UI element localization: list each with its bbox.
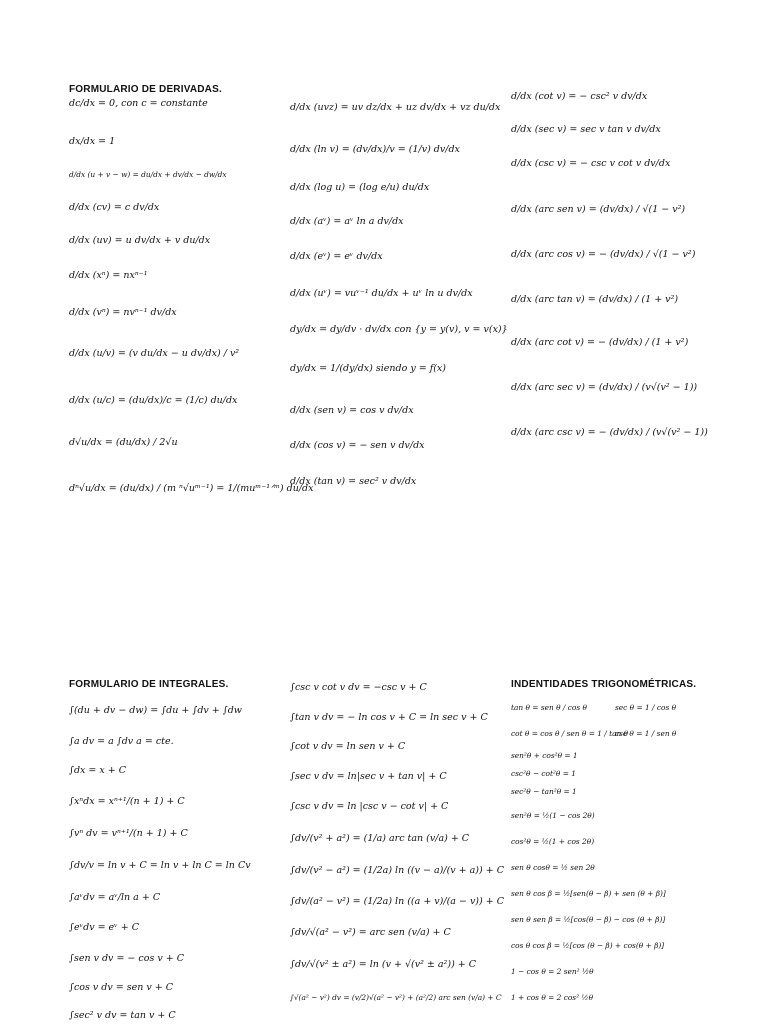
formula: ∫cot v dv = ln sen v + C xyxy=(290,741,406,752)
derivatives-column-1 xyxy=(69,84,279,99)
formula: ∫sen v dv = − cos v + C xyxy=(69,953,184,964)
formula: tan θ = sen θ / cos θ xyxy=(511,703,587,712)
formula: d/dx (sec v) = sec v tan v dv/dx xyxy=(511,124,661,135)
formula: d/dx (u + v − w) = du/dx + dv/dx − dw/dx xyxy=(69,170,227,179)
formula: cos θ cos β = ½[cos (θ − β) + cos(θ + β)] xyxy=(511,941,665,950)
formula: d/dx (u/c) = (du/dx)/c = (1/c) du/dx xyxy=(69,395,238,406)
formula: dy/dx = dy/dv · dv/dx con {y = y(v), v = v(x)} xyxy=(290,324,508,335)
formula: d/dx (arc tan v) = (dv/dx) / (1 + v²) xyxy=(511,294,679,305)
formula: ∫csc v cot v dv = −csc v + C xyxy=(290,682,427,693)
formula: d/dx (vⁿ) = nvⁿ⁻¹ dv/dx xyxy=(69,307,177,318)
formula: d/dx (tan v) = sec² v dv/dx xyxy=(290,476,417,487)
trig-identities-column xyxy=(511,679,741,694)
formula: sec²θ − tan²θ = 1 xyxy=(511,787,577,796)
formula: ∫dv/(v² − a²) = (1/2a) ln ((v − a)/(v + a)) + C xyxy=(290,865,504,876)
formula: ∫dv/√(v² ± a²) = ln (v + √(v² ± a²)) + C xyxy=(290,959,477,970)
formula: d/dx (cot v) = − csc² v dv/dx xyxy=(511,91,648,102)
formula: ∫dv/(v² + a²) = (1/a) arc tan (v/a) + C xyxy=(290,833,470,844)
formula: dc/dx = 0, con c = constante xyxy=(69,98,208,109)
formula: sen²θ + cos²θ = 1 xyxy=(511,751,578,760)
formula: d/dx (cos v) = − sen v dv/dx xyxy=(290,440,425,451)
formula: cot θ = cos θ / sen θ = 1 / tan θ xyxy=(511,729,629,738)
formula: sen²θ = ½(1 − cos 2θ) xyxy=(511,811,595,820)
formula: d/dx (arc csc v) = − (dv/dx) / (v√(v² − 1)) xyxy=(511,427,708,438)
formula: 1 − cos θ = 2 sen² ½θ xyxy=(511,967,594,976)
formula: d/dx (sen v) = cos v dv/dx xyxy=(290,405,414,416)
trig-identities-title: INDENTIDADES TRIGONOMÉTRICAS. xyxy=(511,679,697,690)
formula: dx/dx = 1 xyxy=(69,136,116,147)
formula: ∫(du + dv − dw) = ∫du + ∫dv + ∫dw xyxy=(69,705,242,716)
formula: d/dx (aᵛ) = aᵛ ln a dv/dx xyxy=(290,216,404,227)
formula: sen θ cosθ = ½ sen 2θ xyxy=(511,863,595,872)
formula: d/dx (xⁿ) = nxⁿ⁻¹ xyxy=(69,270,148,281)
formula: ∫eᵛdv = eᵛ + C xyxy=(69,922,139,933)
formula: ∫tan v dv = − ln cos v + C = ln sec v + C xyxy=(290,712,488,723)
formula: d/dx (uvz) = uv dz/dx + uz dv/dx + vz du/dx xyxy=(290,102,501,113)
integrals-column-1 xyxy=(69,679,279,694)
formula: csc²θ − cot²θ = 1 xyxy=(511,769,576,778)
formula: d/dx (csc v) = − csc v cot v dv/dx xyxy=(511,158,671,169)
formula: d/dx (eᵛ) = eᵛ dv/dx xyxy=(290,251,383,262)
derivatives-title: FORMULARIO DE DERIVADAS. xyxy=(69,84,222,95)
formula: ∫dv/v = ln v + C = ln v + ln C = ln Cv xyxy=(69,860,251,871)
formula: ∫dx = x + C xyxy=(69,765,127,776)
formula: ∫dv/√(a² − v²) = arc sen (v/a) + C xyxy=(290,927,451,938)
formula: dy/dx = 1/(dy/dx) siendo y = f(x) xyxy=(290,363,446,374)
integrals-title: FORMULARIO DE INTEGRALES. xyxy=(69,679,229,690)
formula: sen θ cos β = ½[sen(θ − β) + sen (θ + β)] xyxy=(511,889,666,898)
formula: d/dx (arc cos v) = − (dv/dx) / √(1 − v²) xyxy=(511,249,696,260)
formula: d/dx (cv) = c dv/dx xyxy=(69,202,160,213)
formula: sen θ sen β = ½[cos(θ − β) − cos (θ + β)] xyxy=(511,915,666,924)
formula: ∫sec v dv = ln|sec v + tan v| + C xyxy=(290,771,447,782)
formula: d/dx (uᵛ) = vuᵛ⁻¹ du/dx + uᵛ ln u dv/dx xyxy=(290,288,473,299)
formula: d/dx (log u) = (log e/u) du/dx xyxy=(290,182,430,193)
formula: ∫csc v dv = ln |csc v − cot v| + C xyxy=(290,801,449,812)
formula: ∫xⁿdx = xⁿ⁺¹/(n + 1) + C xyxy=(69,796,185,807)
formula: ∫vⁿ dv = vⁿ⁺¹/(n + 1) + C xyxy=(69,828,188,839)
formula: d/dx (u/v) = (v du/dx − u dv/dx) / v² xyxy=(69,348,240,359)
formula: 1 + cos θ = 2 cos² ½θ xyxy=(511,993,594,1002)
formula: d√u/dx = (du/dx) / 2√u xyxy=(69,437,178,448)
formula: dⁿ√u/dx = (du/dx) / (m ⁿ√uᵐ⁻¹) = 1/(muᵐ⁻¹ᐟᵐ) du/dx xyxy=(69,483,314,494)
formula: d/dx (arc cot v) = − (dv/dx) / (1 + v²) xyxy=(511,337,689,348)
formula: d/dx (uv) = u dv/dx + v du/dx xyxy=(69,235,211,246)
formula: d/dx (arc sec v) = (dv/dx) / (v√(v² − 1)) xyxy=(511,382,698,393)
formula: cos²θ = ½(1 + cos 2θ) xyxy=(511,837,595,846)
formula: ∫√(a² − v²) dv = (v/2)√(a² − v²) + (a²/2) arc sen (v/a) + C xyxy=(290,993,502,1002)
formula: ∫dv/(a² − v²) = (1/2a) ln ((a + v)/(a − v)) + C xyxy=(290,896,504,907)
formula: d/dx (ln v) = (dv/dx)/v = (1/v) dv/dx xyxy=(290,144,460,155)
formula: d/dx (arc sen v) = (dv/dx) / √(1 − v²) xyxy=(511,204,686,215)
formula: ∫aᵛdv = aᵛ/ln a + C xyxy=(69,892,161,903)
formula: csc θ = 1 / sen θ xyxy=(615,729,677,738)
formula: ∫a dv = a ∫dv a = cte. xyxy=(69,736,174,747)
formula: sec θ = 1 / cos θ xyxy=(615,703,677,712)
formula: ∫cos v dv = sen v + C xyxy=(69,982,173,993)
formula: ∫sec² v dv = tan v + C xyxy=(69,1010,176,1021)
